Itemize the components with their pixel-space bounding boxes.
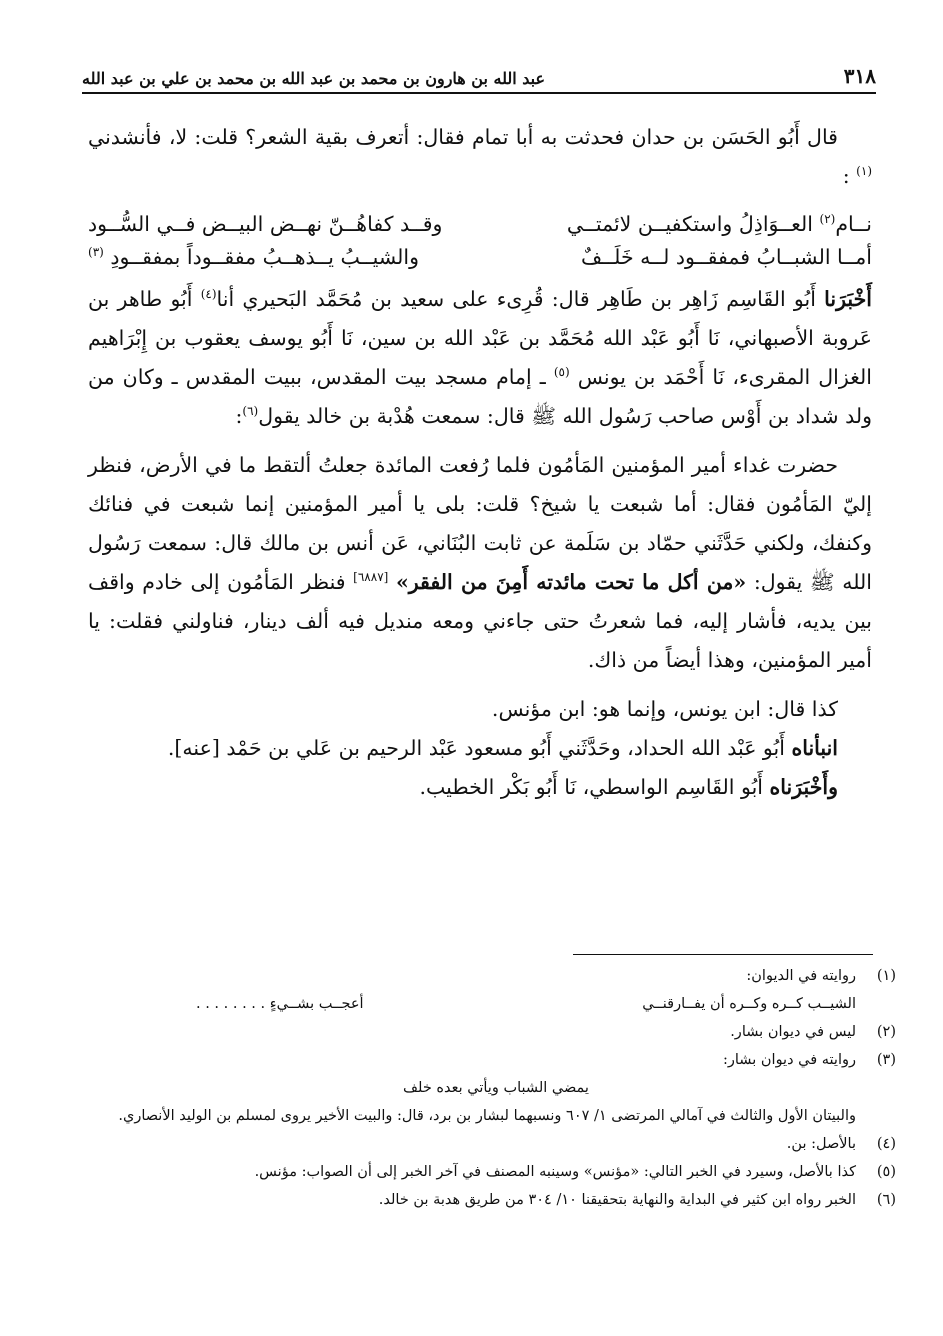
chain-2-lead-word: وأَخْبَرَناه: [769, 775, 838, 799]
footnote-ref-2: (٢): [819, 212, 836, 227]
poem: [88, 208, 872, 274]
paragraph-correction: كذا قال: ابن يونس، وإنما هو: ابن مؤنس.: [491, 697, 838, 721]
isnad-lead-word: أَخْبَرَنا: [824, 287, 872, 311]
verse-2-first-hemistich: أمــا الشبــابُ فمفقــود لــه خَلَــفٌ: [580, 245, 872, 269]
paragraph-chain-1: انبأناه أَبُو عَبْد الله الحداد، وحَدَّثَني أَبُو مسعود عَبْد الرحيم بن عَلي بن حَمْد [عنه].: [167, 736, 838, 760]
footnote-1: (١) روايته في الديوان:: [746, 968, 896, 984]
running-head: عبد الله بن هارون بن محمد بن عبد الله بن محمد بن علي بن عبد الله: [82, 69, 546, 88]
footnote-5: (٥) كذا بالأصل، وسيرد في الخبر التالي: «مؤنس» وسينبه المصنف في آخر الخبر إلى أن الصواب: مؤنس.: [254, 1164, 896, 1180]
footnote-ref-3: (٣): [88, 245, 104, 260]
hadith-number: [٦٨٨٧]: [353, 570, 389, 585]
verse-1-second-hemistich: وقــد كفاهُــنّ نهــض البيــض فــي السُّــود: [88, 212, 443, 236]
chain-1-lead-word: انبأناه: [791, 736, 838, 760]
verse-line-1: [88, 208, 872, 241]
footnote-4: (٤) بالأصل: بن.: [786, 1136, 896, 1152]
footnote-3-verse: يمضي الشباب ويأتي بعده خلف: [403, 1080, 589, 1096]
footnote-divider: [573, 954, 873, 955]
paragraph-chain-2: وأَخْبَرَناه أَبُو القَاسِم الواسطي، نَا أَبُو بَكْر الخطيب.: [419, 775, 838, 799]
hadith-quote: «من أكل ما تحت مائدته أَمِنَ من الفقر»: [395, 570, 747, 594]
main-text: [88, 118, 872, 807]
page-number: ٣١٨: [843, 64, 876, 88]
page-header: [82, 60, 876, 94]
verse-1-first-hemistich: نــام$^{(٢)}$ العــوَاذِلُ واستكفيــن لائمتــي: [566, 212, 872, 236]
footnote-3-note: والبيتان الأول والثالث في آمالي المرتضى ١/ ٦٠٧ ونسبهما لبشار بن برد، قال: والبيت الأخير يروى لمسلم بن الوليد الأنصاري.: [118, 1108, 856, 1124]
footnote-ref-5: (٥): [553, 365, 570, 380]
paragraph-isnad: أَخْبَرَنا أَبُو القَاسِم زَاهِر بن طَاهِر قال: قُرِىء على سعيد بن مُحَمَّد البَحيري أنا$^{(٤)}$ أَبُو طاهر بن عَروبة الأصبهاني، نَا أَبُو عَبْد الله مُحَمَّد بن عَبْد الله بن سين، نَا أَبُو يوسف يعقوب بن إِبْرَاهيم الغزال المقرىء، نَا أَحْمَد بن يونس $^{(٥)}$ ـ إمام مسجد بيت المقدس، ببيت المقدس ـ وكان من ولد شداد بن أَوْس صاحب رَسُول الله ﷺ قال: سمعت هُدْبة بن خالد يقول$^{(٦)}$:: [88, 287, 872, 428]
footnote-2: (٢) ليس في ديوان بشار.: [730, 1024, 896, 1040]
paragraph-1: قال أَبُو الحَسَن بن حدان فحدثت به أبا تمام فقال: أتعرف بقية الشعر؟ قلت: لا، فأنشدني $^{(١)}$ :: [88, 125, 872, 188]
verse-line-2: [88, 241, 872, 274]
footnote-ref-6: (٦): [242, 404, 259, 419]
footnotes: [96, 962, 896, 1214]
paragraph-story: حضرت غداء أمير المؤمنين المَأمُون فلما رُفعت المائدة جعلتُ ألتقط ما في الأرض، فنظر إليّ المَأمُون فقال: أما شبعت يا شيخ؟ قلت: بلى يا أمير المؤمنين إنما شبعت في فنائك وكنفك، ولكني حَدَّثَني حمّاد بن سَلَمة عن ثابت البُنَاني، عَن أنس بن مالك قال: سمعت رَسُول الله ﷺ يقول: «من أكل ما تحت مائدته أَمِنَ من الفقر» [٦٨٨٧] فنظر المَأمُون إلى خادم واقف بين يديه، فأشار إليه، فما شعرتُ حتى جاءني ومعه منديل فيه ألف دينار، فناولني فقلت: يا أمير المؤمنين، وهذا أيضاً من ذاك.: [88, 453, 872, 672]
footnote-ref-1: (١): [856, 164, 872, 179]
footnote-ref-4: (٤): [200, 287, 217, 302]
footnote-1-verse: الشيــب كــره وكــره أن يفــارقنــي أعجــب بشــيءٍ . . . . . . . .: [196, 996, 856, 1012]
verse-2-second-hemistich: والشيــبُ يــذهــبُ مفقــوداً بمفقــودِ $^{(٣)}$: [88, 245, 419, 269]
footnote-6: (٦) الخبر رواه ابن كثير في البداية والنهاية بتحقيقنا ١٠/ ٣٠٤ من طريق هدبة بن خالد.: [378, 1192, 896, 1208]
footnote-3: (٣) روايته في ديوان بشار:: [723, 1052, 896, 1068]
